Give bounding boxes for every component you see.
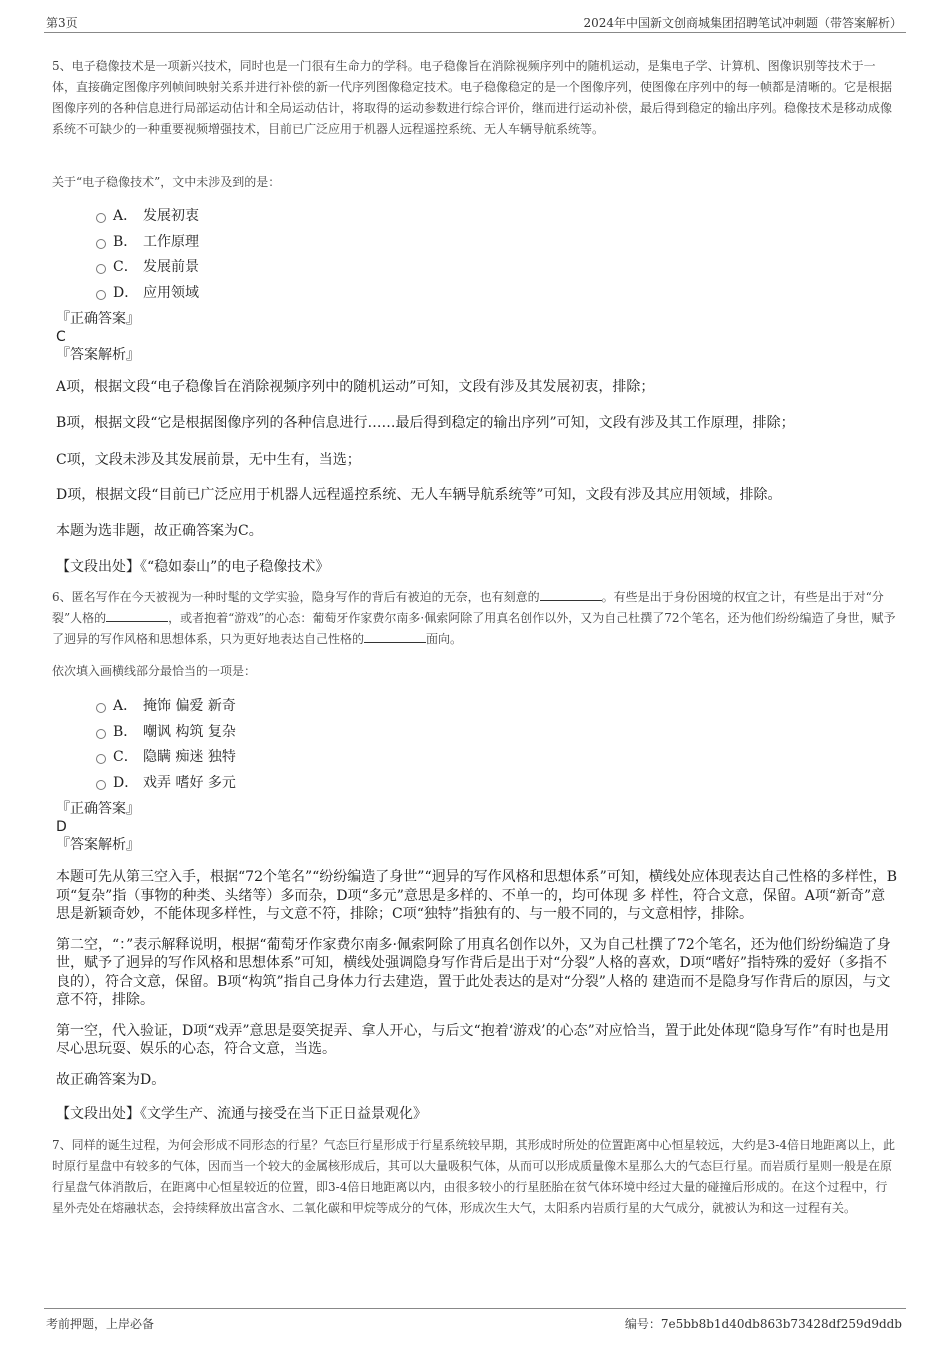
q5-analysis-d: D项，根据文段“目前已广泛应用于机器人远程遥控系统、无人车辆导航系统等”可知，文段有涉及其应用领域，排除。 xyxy=(56,487,782,504)
q6-option-c[interactable]: C． 隐瞒 痴迷 独特 xyxy=(96,744,898,770)
page-footer xyxy=(44,1308,906,1339)
document-body xyxy=(52,56,898,1219)
q6-options xyxy=(96,692,898,795)
q5-options xyxy=(96,202,898,305)
q5-analysis-c: C项，文段未涉及其发展前景，无中生有，当选； xyxy=(56,451,361,468)
q6-analysis-first-blank: 第一空，代入验证，D项“戏弄”意思是耍笑捉弄、拿人开心，与后文“抱着‘游戏’的心态”对应恰当，置于此处体现“隐身写作”有时也是用尽心思玩耍、娱乐的心态，符合文意，当选。 xyxy=(56,1022,890,1057)
q5-option-a[interactable]: A． 发展初衷 xyxy=(96,202,898,228)
q5-analysis-label: 『答案解析』 xyxy=(56,346,140,363)
q5-option-b[interactable]: B． 工作原理 xyxy=(96,228,898,254)
q6-analysis-label: 『答案解析』 xyxy=(56,837,140,853)
q5-analysis-a: A项，根据文段“电子稳像旨在消除视频序列中的随机运动”可知，文段有涉及其发展初衷，排除； xyxy=(56,378,655,395)
page-header xyxy=(44,10,906,33)
fill-blank xyxy=(540,588,602,601)
fill-blank xyxy=(364,630,426,643)
radio-icon[interactable] xyxy=(96,780,106,790)
q5-answer: C xyxy=(56,328,66,345)
q6-option-b[interactable]: B． 嘲讽 构筑 复杂 xyxy=(96,718,898,744)
q6-analysis-third-blank: 本题可先从第三空入手，根据“72个笔名”“纷纷编造了身世”“迥异的写作风格和思想体系”可知，横线处应体现表达自己性格的多样性，B项“复杂”指（事物的种类、头绪等）多而杂，D项“多元”意思是多样的、不单一的，均可体现 多 样性，符合文意，保留。A项“新奇”意思是新颖奇妙，不能体现多样性，与文意不符，排除；C项“独特”指独有的、与一般不同的，与文意相悖，排除。 xyxy=(56,869,898,922)
radio-icon[interactable] xyxy=(96,754,106,764)
q6-source: 【文段出处】《文学生产、流通与接受在当下正日益景观化》 xyxy=(56,1106,427,1122)
footer-slogan: 考前押题，上岸必备 xyxy=(46,1317,155,1331)
q5-source: 【文段出处】《“稳如泰山”的电子稳像技术》 xyxy=(56,559,330,576)
q6-answer-label: 『正确答案』 xyxy=(56,801,140,817)
q6-answer: D xyxy=(56,819,67,835)
radio-icon[interactable] xyxy=(96,703,106,713)
radio-icon[interactable] xyxy=(96,264,106,274)
radio-icon[interactable] xyxy=(96,729,106,739)
q5-conclusion: 本题为选非题，故正确答案为C。 xyxy=(56,522,263,539)
q5-answer-label: 『正确答案』 xyxy=(56,310,140,327)
document-title: 2024年中国新文创商城集团招聘笔试冲刺题（带答案解析） xyxy=(583,16,902,30)
q6-prompt: 依次填入画横线部分最恰当的一项是： xyxy=(52,664,257,679)
q6-stem: 6、匿名写作在今天被视为一种时髦的文学实验，隐身写作的背后有被迫的无奈，也有刻意的 。有些是出于身份困境的权宜之计，有些是出于对“分裂”人格的 ，或者抱着“游戏”的心态：葡萄牙作家费尔南多·佩索阿除了用真名创作以外，又为自己杜撰了72个笔名，还为他们纷纷编造了身世，赋予了迥异的写作风格和思想体系，只为更好地表达自己性格的 面向。 xyxy=(52,590,896,647)
radio-icon[interactable] xyxy=(96,239,106,249)
fill-blank xyxy=(106,609,168,622)
q6-option-d[interactable]: D． 戏弄 嗜好 多元 xyxy=(96,769,898,795)
q6-conclusion: 故正确答案为D。 xyxy=(56,1071,166,1088)
q7-stem: 7、同样的诞生过程，为何会形成不同形态的行星？气态巨行星形成于行星系统较早期，其形成时所处的位置距离中心恒星较远，大约是3-4倍日地距离以上，此时原行星盘中有较多的气体，因而当一个较大的金属核形成后，其可以大量吸积气体，从而可以形成质量像木星那么大的气态巨行星。而岩质行星则一般是在原行星盘气体消散后，在距离中心恒星较近的位置，即3-4倍日地距离以内，由很多较小的行星胚胎在贫气体环境中经过大量的碰撞后形成的。在这个过程中，行星外壳处在熔融状态，会持续释放出富含水、二氧化碳和甲烷等成分的气体，形成次生大气，太阳系内岩质行星的大气成分，就被认为和这一过程有关。 xyxy=(52,1138,895,1215)
page-number: 第3页 xyxy=(46,16,78,30)
radio-icon[interactable] xyxy=(96,213,106,223)
q5-prompt: 关于“电子稳像技术”，文中未涉及到的是： xyxy=(52,175,281,189)
q5-option-c[interactable]: C． 发展前景 xyxy=(96,253,898,279)
q5-analysis-b: B项，根据文段“它是根据图像序列的各种信息进行……最后得到稳定的输出序列”可知，文段有涉及其工作原理，排除； xyxy=(56,415,795,432)
document-code: 编号：7e5bb8b1d40db863b73428df259d9ddb xyxy=(624,1317,902,1331)
q6-option-a[interactable]: A． 掩饰 偏爱 新奇 xyxy=(96,692,898,718)
q5-stem: 5、电子稳像技术是一项新兴技术，同时也是一门很有生命力的学科。电子稳像旨在消除视频序列中的随机运动，是集电子学、计算机、图像识别等技术于一体，直接确定图像序列帧间映射关系并进行补偿的新一代序列图像稳定技术。电子稳像稳定的是一个图像序列，使图像在序列中的每一帧都是清晰的。它是根据图像序列的各种信息进行局部运动估计和全局运动估计，将取得的运动参数进行综合评价，继而进行运动补偿，最后得到稳定的输出序列。稳像技术是移动成像系统不可缺少的一种重要视频增强技术，目前已广泛应用于机器人远程遥控系统、无人车辆导航系统等。 xyxy=(52,59,893,136)
q5-option-d[interactable]: D． 应用领域 xyxy=(96,279,898,305)
q6-analysis-second-blank: 第二空，“：”表示解释说明，根据“葡萄牙作家费尔南多·佩索阿除了用真名创作以外，又为自己杜撰了72个笔名，还为他们纷纷编造了身世，赋予了迥异的写作风格和思想体系”可知，横线处强调隐身写作背后是出于对“分裂”人格的喜欢，D项“嗜好”指特殊的爱好（多指不良的），符合文意，保留。B项“构筑”指自己身体力行去建造，置于此处表达的是对“分裂”人格的 建造而不是隐身写作背后的原因，与文意不符，排除。 xyxy=(56,936,891,1008)
radio-icon[interactable] xyxy=(96,290,106,300)
